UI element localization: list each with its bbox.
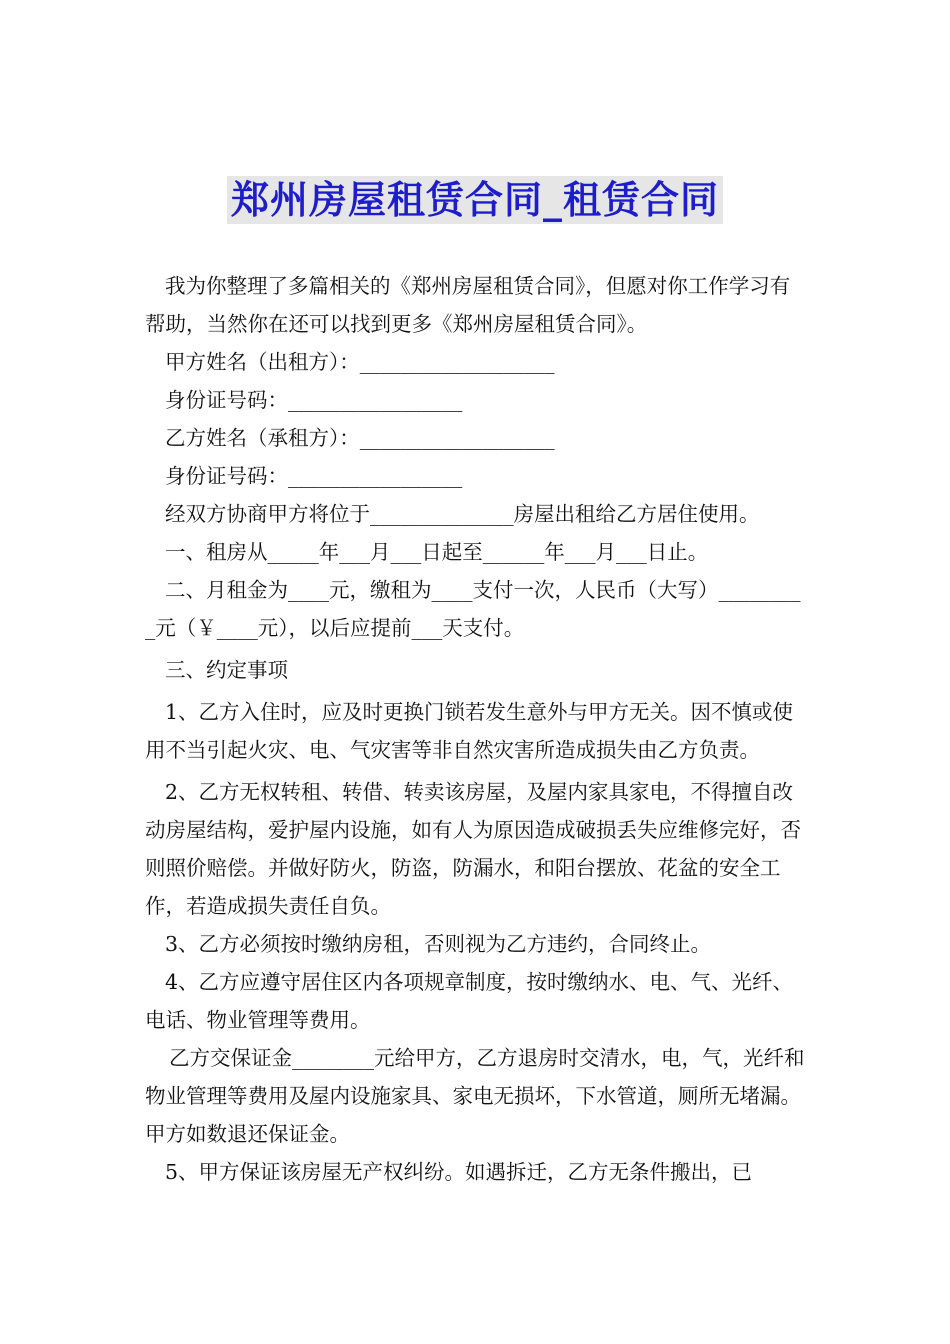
clause-rental-period: 一、租房从_____年___月___日起至______年___月___日止。 [165,540,709,564]
deposit-paragraph: 乙方交保证金________元给甲方，乙方退房时交清水，电，气，光纤和物业管理等费用及屋内设施家具、家电无损坏，下水管道，厕所无堵漏。甲方如数退还保证金。 [145,1046,805,1146]
party-b-id-line: 身份证号码：_________________ [165,464,463,488]
item-3-paragraph: 3、乙方必须按时缴纳房租，否则视为乙方违约，合同终止。 [165,932,712,956]
property-location-line: 经双方协商甲方将位于______________房屋出租给乙方居住使用。 [165,502,760,526]
title-wrap [0,176,950,224]
document-title: 郑州房屋租赁合同_租赁合同 [227,176,723,224]
clause-rent-amount: 二、月租金为____元，缴租为____支付一次，人民币（大写）_________元（￥____元），以后应提前___天支付。 [145,578,801,640]
item-4-paragraph: 4、乙方应遵守居住区内各项规章制度，按时缴纳水、电、气、光纤、电话、物业管理等费用。 [145,970,794,1032]
item-2-paragraph: 2、乙方无权转租、转借、转卖该房屋，及屋内家具家电，不得擅自改动房屋结构，爱护屋内设施，如有人为原因造成破损丢失应维修完好，否则照价赔偿。并做好防火，防盗，防漏水，和阳台摆放、花盆的安全工作，若造成损失责任自负。 [145,780,801,918]
party-a-name-line: 甲方姓名（出租方）：___________________ [165,350,555,374]
document-body [145,267,810,1191]
clause-agreed-items-heading: 三、约定事项 [165,658,288,682]
party-b-name-line: 乙方姓名（承租方）：___________________ [165,426,555,450]
party-a-id-line: 身份证号码：_________________ [165,388,463,412]
item-5-paragraph: 5、甲方保证该房屋无产权纠纷。如遇拆迁，乙方无条件搬出，已 [165,1160,753,1184]
item-1-paragraph: 1、乙方入住时，应及时更换门锁若发生意外与甲方无关。因不慎或使用不当引起火灾、电、气灾害等非自然灾害所造成损失由乙方负责。 [145,700,794,762]
intro-paragraph: 我为你整理了多篇相关的《郑州房屋租赁合同》，但愿对你工作学习有帮助，当然你在还可以找到更多《郑州房屋租赁合同》。 [145,274,791,336]
